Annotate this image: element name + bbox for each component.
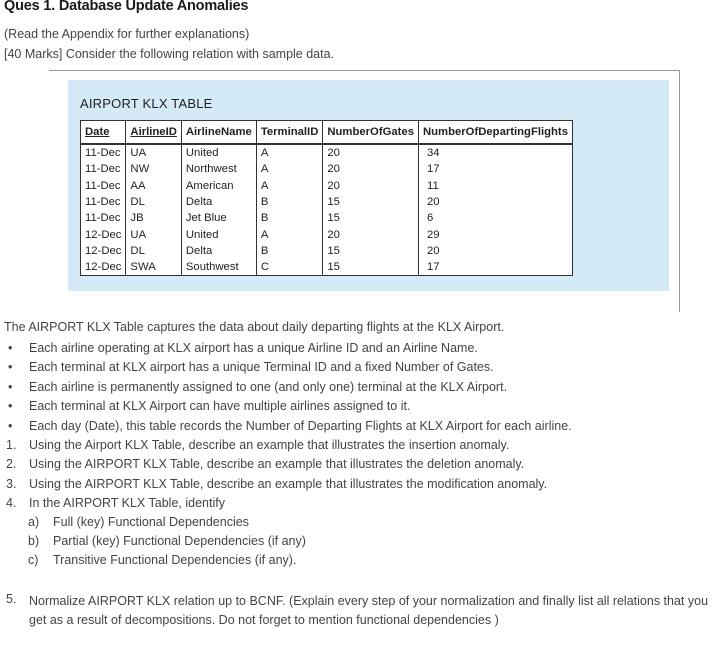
bullet-icon: •: [8, 419, 13, 433]
subquestion-text: Partial (key) Functional Dependencies (if any): [53, 534, 306, 548]
table-cell: DL: [126, 194, 181, 210]
table-cell: 12-Dec: [81, 259, 126, 276]
col-header-numberofdepartingflights: NumberOfDepartingFlights: [419, 121, 573, 145]
col-header-numberofgates: NumberOfGates: [323, 121, 419, 145]
table-cell: UA: [126, 144, 181, 161]
table-cell: 20: [323, 161, 419, 177]
question-text: In the AIRPORT KLX Table, identify: [29, 496, 225, 510]
bullet-text: Each day (Date), this table records the Number of Departing Flights at KLX Airport for each airline.: [29, 419, 572, 433]
table-cell: 34: [419, 144, 573, 161]
appendix-note: (Read the Appendix for further explanations): [4, 27, 250, 41]
subquestion-letter: a): [28, 515, 40, 529]
table-cell: 11-Dec: [81, 178, 126, 194]
table-cell: UA: [126, 226, 181, 242]
col-header-terminalid: TerminalID: [256, 121, 323, 145]
table-cell: SWA: [126, 259, 181, 276]
table-cell: 12-Dec: [81, 226, 126, 242]
table-cell: 20: [323, 178, 419, 194]
question-number: 5.: [6, 592, 17, 606]
subquestion-letter: b): [28, 534, 40, 548]
bullet-text: Each terminal at KLX Airport can have multiple airlines assigned to it.: [29, 399, 411, 413]
table-row: [81, 243, 573, 259]
question-heading: Ques 1. Database Update Anomalies: [4, 0, 249, 14]
table-cell: NW: [126, 161, 181, 177]
table-row: [81, 226, 573, 242]
table-row: [81, 210, 573, 226]
table-cell: B: [256, 210, 323, 226]
question-text: Using the Airport KLX Table, describe an example that illustrates the insertion anomaly.: [29, 438, 510, 452]
table-row: [81, 194, 573, 210]
subquestion-letter: c): [28, 553, 39, 567]
table-cell: United: [181, 144, 256, 161]
table-cell: 20: [419, 243, 573, 259]
table-header-row: [81, 121, 573, 145]
table-cell: Northwest: [181, 161, 256, 177]
subquestion-text: Transitive Functional Dependencies (if any).: [53, 553, 297, 567]
table-cell: DL: [126, 243, 181, 259]
table-cell: 15: [323, 194, 419, 210]
marks-line: [40 Marks] Consider the following relation with sample data.: [4, 47, 335, 61]
table-cell: JB: [126, 210, 181, 226]
table-cell: AA: [126, 178, 181, 194]
table-cell: 17: [419, 259, 573, 276]
table-cell: Delta: [181, 194, 256, 210]
subquestion-text: Full (key) Functional Dependencies: [53, 515, 249, 529]
table-cell: 11-Dec: [81, 161, 126, 177]
bullet-icon: •: [8, 399, 13, 413]
table-cell: B: [256, 243, 323, 259]
table-cell: 20: [419, 194, 573, 210]
table-cell: 6: [419, 210, 573, 226]
bullet-icon: •: [8, 360, 13, 374]
bullet-text: Each airline is permanently assigned to one (and only one) terminal at the KLX Airport.: [29, 380, 508, 394]
table-cell: United: [181, 226, 256, 242]
table-cell: Jet Blue: [181, 210, 256, 226]
bullet-text: Each terminal at KLX airport has a unique Terminal ID and a fixed Number of Gates.: [29, 360, 494, 374]
table-cell: A: [256, 161, 323, 177]
table-row: [81, 144, 573, 161]
table-cell: Delta: [181, 243, 256, 259]
table-row: [81, 178, 573, 194]
question-number: 1.: [6, 438, 17, 452]
table-cell: A: [256, 226, 323, 242]
table-cell: 29: [419, 226, 573, 242]
table-cell: 11: [419, 178, 573, 194]
bullet-icon: •: [8, 380, 13, 394]
table-cell: 17: [419, 161, 573, 177]
airport-klx-table: [80, 120, 573, 276]
table-row: [81, 259, 573, 276]
question-text: Using the AIRPORT KLX Table, describe an example that illustrates the deletion anomaly.: [29, 457, 525, 471]
table-cell: 11-Dec: [81, 144, 126, 161]
question-number: 4.: [6, 496, 17, 510]
table-row: [81, 161, 573, 177]
table-cell: 20: [323, 226, 419, 242]
table-cell: A: [256, 144, 323, 161]
table-cell: C: [256, 259, 323, 276]
question-text: Normalize AIRPORT KLX relation up to BCNF. (Explain every step of your normalization and finally list all relations that you get as a result of decompositions. Do not forget to mention functional dependencies ): [29, 594, 709, 627]
question-number: 3.: [6, 477, 17, 491]
table-cell: 15: [323, 259, 419, 276]
col-header-airlinename: AirlineName: [181, 121, 256, 145]
table-cell: 11-Dec: [81, 194, 126, 210]
table-cell: B: [256, 194, 323, 210]
bullet-icon: •: [8, 341, 13, 355]
table-cell: 11-Dec: [81, 210, 126, 226]
table-figure-title: AIRPORT KLX TABLE: [80, 96, 213, 111]
intro-paragraph: The AIRPORT KLX Table captures the data about daily departing flights at the KLX Airport.: [4, 320, 505, 334]
question-number: 2.: [6, 457, 17, 471]
table-cell: 15: [323, 210, 419, 226]
col-header-date: Date: [81, 121, 126, 145]
col-header-airlineid: AirlineID: [126, 121, 181, 145]
table-cell: 12-Dec: [81, 243, 126, 259]
question-text: Using the AIRPORT KLX Table, describe an example that illustrates the modification anomaly.: [29, 477, 548, 491]
table-cell: A: [256, 178, 323, 194]
table-cell: American: [181, 178, 256, 194]
table-cell: Southwest: [181, 259, 256, 276]
bullet-text: Each airline operating at KLX airport has a unique Airline ID and an Airline Name.: [29, 341, 478, 355]
table-cell: 20: [323, 144, 419, 161]
table-cell: 15: [323, 243, 419, 259]
